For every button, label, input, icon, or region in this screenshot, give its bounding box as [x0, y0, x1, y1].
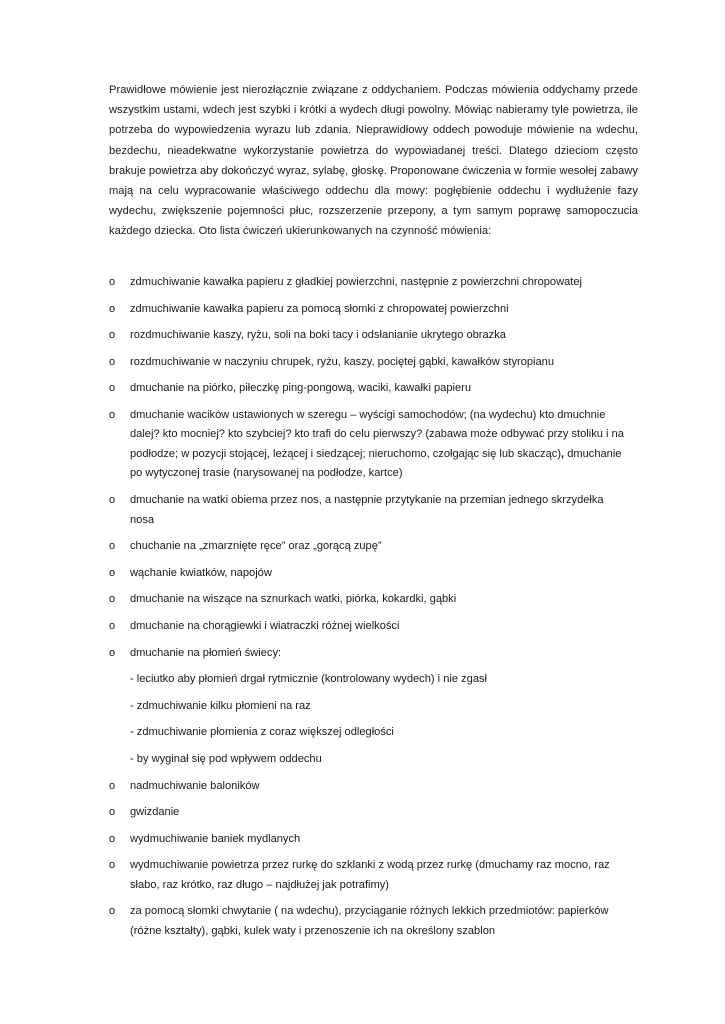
- bullet-icon: o: [109, 593, 116, 606]
- bullet-icon: o: [109, 408, 116, 421]
- list-item: [0, 564, 725, 584]
- list-item-text: dmuchanie na wiszące na sznurkach watki, piórka, kokardki, gąbki: [130, 593, 457, 606]
- list-item-text: rozdmuchiwanie w naczyniu chrupek, ryżu, kaszy, pociętej gąbki, kawałków styropianu: [130, 355, 555, 368]
- list-item-text: wydmuchiwanie baniek mydlanych: [130, 832, 301, 845]
- sub-list-item: - zdmuchiwanie płomienia z coraz większej odległości: [130, 726, 394, 739]
- list-item: [0, 803, 725, 823]
- list-item-text: [130, 406, 630, 484]
- list-item: [0, 491, 725, 530]
- bullet-icon: o: [109, 619, 116, 632]
- bullet-icon: o: [109, 905, 116, 918]
- list-item-text: wąchanie kwiatków, napojów: [130, 566, 272, 579]
- list-item-text: chuchanie na „zmarznięte ręce” oraz „gorącą zupę”: [130, 540, 382, 553]
- list-item: [0, 326, 725, 346]
- list-item: [0, 379, 725, 399]
- bullet-icon: o: [109, 540, 116, 553]
- list-item-text: dmuchanie na watki obiema przez nos, a następnie przytykanie na przemian jednego skrzydełka nosa: [130, 494, 604, 526]
- bold-comma: ,: [561, 447, 565, 460]
- list-item: [0, 777, 725, 797]
- list-item-text: zdmuchiwanie kawałka papieru za pomocą słomki z chropowatej powierzchni: [130, 302, 509, 315]
- list-item: [0, 856, 725, 895]
- list-item: [0, 537, 725, 557]
- list-item: [0, 353, 725, 373]
- list-item: [0, 590, 725, 610]
- bullet-icon: o: [109, 329, 116, 342]
- sub-list-item: - leciutko aby płomień drgał rytmicznie (kontrolowany wydech) i nie zgasł: [130, 673, 487, 686]
- sub-list-item: - zdmuchiwanie kilku płomieni na raz: [130, 699, 311, 712]
- list-item: [0, 300, 725, 320]
- list-item-text: dmuchanie na płomień świecy:: [130, 646, 282, 659]
- sub-list-item: - by wyginał się pod wpływem oddechu: [130, 752, 322, 765]
- bullet-icon: o: [109, 302, 116, 315]
- list-item-text: dmuchanie na piórko, piłeczkę ping-pongową, waciki, kawałki papieru: [130, 382, 472, 395]
- list-item: [0, 273, 725, 293]
- bullet-icon: o: [109, 859, 116, 872]
- bullet-icon: o: [109, 832, 116, 845]
- list-item-text: gwizdanie: [130, 806, 180, 819]
- bullet-icon: o: [109, 494, 116, 507]
- exercise-list: [0, 273, 725, 948]
- list-item-text-main: dmuchanie wacików ustawionych w szeregu – wyścigi samochodów; (na wydechu) kto dmuchnie dalej? kto mocniej? kto szybciej? kto trafi do celu pierwszy? (zabawa może odbywać przy stoliku i na podłodze; w pozycji stojącej, leżącej i siedzącej; nieruchomo, czołgając się lub skacząc): [130, 408, 624, 460]
- list-item-text-tail: dmuchanie po wytyczonej trasie (narysowanej na podłodze, kartce): [130, 447, 622, 480]
- list-item-text: za pomocą słomki chwytanie ( na wdechu), przyciąganie różnych lekkich przedmiotów: papierków (różne kształty), gąbki, kulek waty i przenoszenie ich na określony szablon: [130, 905, 609, 937]
- list-item-text: dmuchanie na chorągiewki i wiatraczki różnej wielkości: [130, 619, 400, 632]
- list-item-text: nadmuchiwanie baloników: [130, 779, 260, 792]
- list-item-text: wydmuchiwanie powietrza przez rurkę do szklanki z wodą przez rurkę (dmuchamy raz mocno, raz słabo, raz krótko, raz długo – najdłużej jak potrafimy): [130, 859, 610, 891]
- list-item-text: zdmuchiwanie kawałka papieru z gładkiej powierzchni, następnie z powierzchni chropowatej: [130, 276, 583, 288]
- list-item: [0, 644, 725, 664]
- bullet-icon: o: [109, 355, 116, 368]
- list-item: [0, 830, 725, 850]
- bullet-icon: o: [109, 566, 116, 579]
- bullet-icon: o: [109, 779, 116, 792]
- list-item-text: rozdmuchiwanie kaszy, ryżu, soli na boki tacy i odsłanianie ukrytego obrazka: [130, 329, 506, 342]
- list-item: [0, 902, 725, 941]
- bullet-icon: o: [109, 806, 116, 819]
- list-item: [0, 617, 725, 637]
- intro-paragraph: Prawidłowe mówienie jest nierozłącznie związane z oddychaniem. Podczas mówienia oddychamy przede wszystkim ustami, wdech jest szybki i krótki a wydech długi powolny. Mówiąc nabieramy tyle powietrza, ile potrzeba do wypowiedzenia wyrazu lub zdania. Nieprawidłowy oddech powoduje mówienie na wdechu, bezdechu, nieadekwatne wykorzystanie powietrza do wypowiadanej treści. Dlatego dzieciom często brakuje powietrza aby dokończyć wyraz, sylabę, głoskę. Proponowane ćwiczenia w formie wesołej zabawy mają na celu wypracowanie właściwego oddechu dla mowy: pogłębienie oddechu i wydłużenie fazy wydechu, zwiększenie pojemności płuc, rozszerzenie przepony, a tym samym poprawę samopoczucia każdego dziecka. Oto lista ćwiczeń ukierunkowanych na czynność mówienia:: [109, 84, 638, 238]
- bullet-icon: o: [109, 646, 116, 659]
- list-item: [0, 406, 725, 484]
- bullet-icon: o: [109, 276, 116, 288]
- bullet-icon: o: [109, 382, 116, 395]
